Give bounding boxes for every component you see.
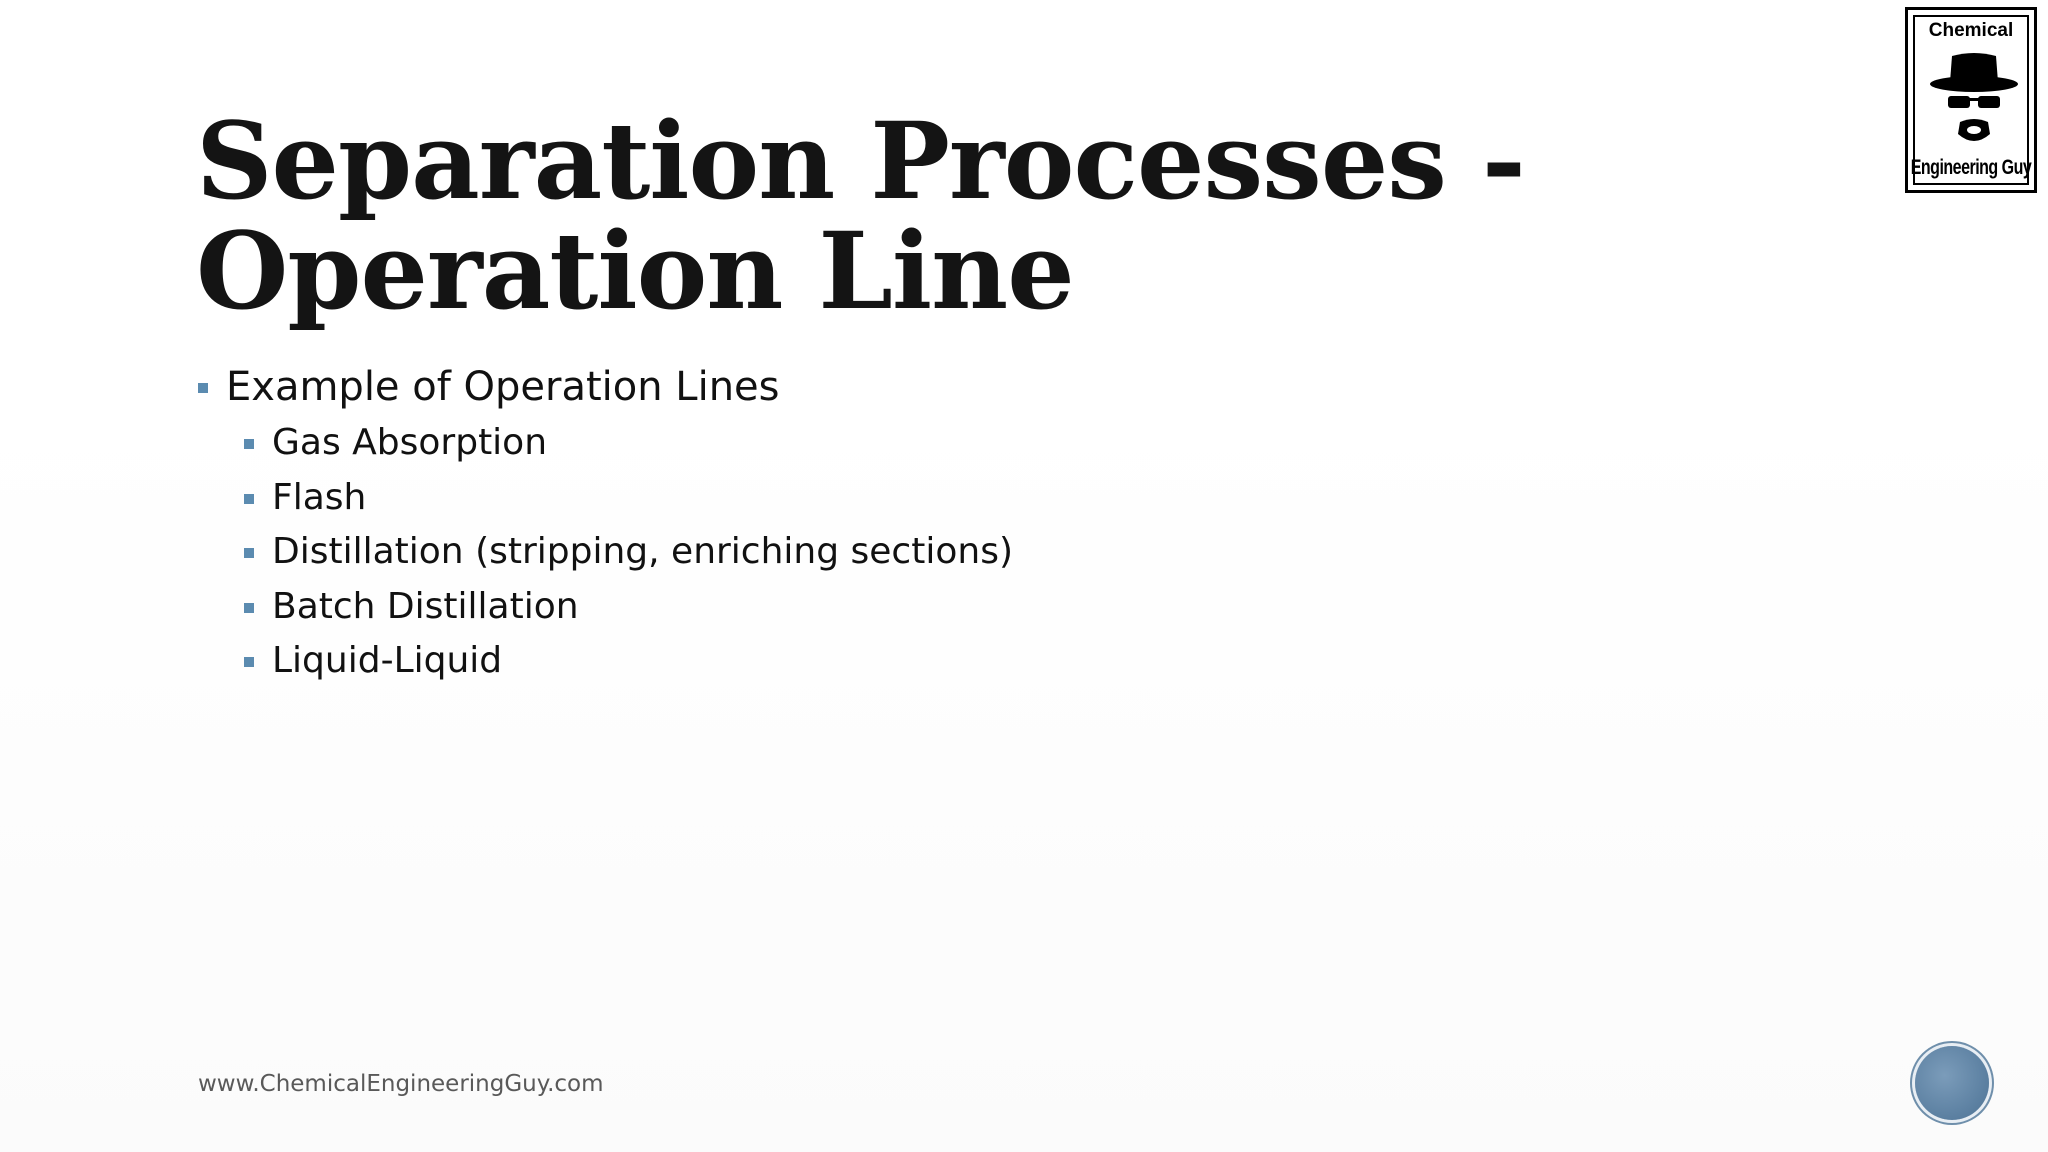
bullet-square-icon (244, 603, 254, 613)
sub-bullet-text: Flash (272, 476, 367, 518)
sub-bullet-text: Distillation (stripping, enriching sections) (272, 531, 1013, 572)
logo-bottom-text: Engineering Guy (1910, 157, 2032, 180)
slide-title-line-1: Separation Processes - (196, 98, 1525, 223)
heisenberg-hat-icon (1928, 50, 2020, 158)
brand-logo (1905, 7, 2037, 193)
list-item (196, 416, 1013, 471)
bullet-text: Example of Operation Lines (226, 364, 780, 410)
list-item (196, 580, 1013, 635)
slide-title (196, 98, 1696, 333)
sub-bullet-text: Batch Distillation (272, 585, 579, 627)
sub-bullet-text: Gas Absorption (272, 422, 548, 463)
bullet-square-icon (244, 548, 254, 558)
slide-title-line-2: Operation Line (196, 208, 1074, 333)
list-item (196, 358, 1013, 416)
bullet-square-icon (244, 494, 254, 504)
bullet-list (196, 358, 1013, 689)
footer-url[interactable]: www.ChemicalEngineeringGuy.com (198, 1071, 604, 1097)
list-item (196, 525, 1013, 580)
bullet-square-icon (244, 439, 254, 449)
bullet-square-icon (198, 383, 208, 393)
bullet-square-icon (244, 657, 254, 667)
slide-nav-button[interactable] (1915, 1046, 1989, 1120)
logo-top-text: Chemical (1928, 20, 2014, 41)
list-item (196, 471, 1013, 526)
list-item (196, 634, 1013, 689)
sub-bullet-text: Liquid-Liquid (272, 640, 503, 681)
